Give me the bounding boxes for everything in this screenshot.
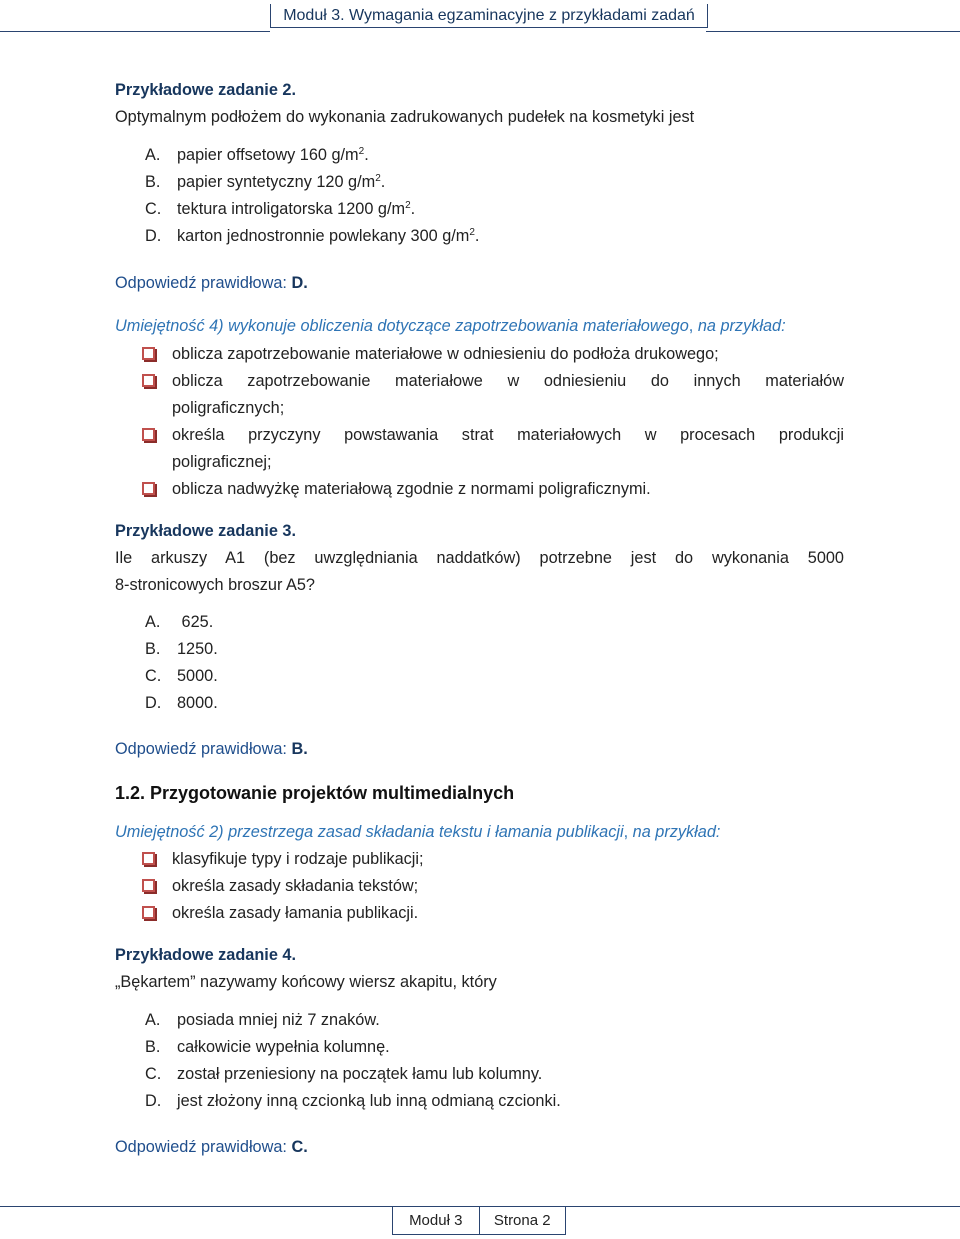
task3-question-line2: 8-stronicowych broszur A5? [115, 576, 315, 594]
bullet-icon [142, 906, 155, 919]
option-text: 8000. [177, 694, 218, 712]
option-letter: A. [145, 146, 161, 164]
task2-question: Optymalnym podłożem do wykonania zadrukowanych pudełek na kosmetyki jest [115, 108, 695, 126]
task3-answer [115, 739, 308, 759]
option-letter: B. [145, 173, 161, 191]
skill-tail: na przykład: [628, 823, 721, 841]
section-title: 1.2. Przygotowanie projektów multimedialnych [115, 783, 515, 803]
option-text: karton jednostronnie powlekany 300 g/m [177, 227, 470, 245]
skill4-item-4: oblicza nadwyżkę materiałową zgodnie z normami poligraficznymi. [172, 480, 651, 498]
answer-label: Odpowiedź prawidłowa: [115, 740, 292, 758]
skill-label: Umiejętność 4) wykonuje obliczenia dotyczące zapotrzebowania materiałowego [115, 317, 689, 335]
option-letter: A. [145, 1011, 161, 1029]
option-text: papier syntetyczny 120 g/m [177, 173, 376, 191]
option-letter: D. [145, 1092, 162, 1110]
footer-rule-left [0, 1206, 392, 1207]
option-letter: D. [145, 694, 162, 712]
header-title: Moduł 3. Wymagania egzaminacyjne z przykładami zadań [283, 6, 695, 24]
task2-option-d [145, 226, 480, 246]
skill4-item-1: oblicza zapotrzebowanie materiałowe w odniesieniu do podłoża drukowego; [172, 345, 719, 363]
bullet-icon [142, 374, 155, 387]
skill-label: Umiejętność 2) przestrzega zasad składania tekstu i łamania publikacji [115, 823, 624, 841]
task3-heading: Przykładowe zadanie 3. [115, 522, 296, 540]
option-letter: B. [145, 640, 161, 658]
task3-option-b [145, 639, 218, 659]
task4-answer [115, 1137, 308, 1157]
option-end: . [380, 173, 386, 191]
option-text: 625. [177, 613, 214, 631]
task4-option-a [145, 1010, 380, 1030]
skill2-item-2: określa zasady składania tekstów; [172, 877, 419, 895]
option-end: . [474, 227, 480, 245]
option-sup: 2 [469, 227, 475, 238]
footer-page-number: Strona 2 [493, 1212, 551, 1229]
task4-option-c [145, 1064, 543, 1084]
bullet-icon [142, 347, 155, 360]
answer-value: B. [291, 740, 308, 758]
option-text: papier offsetowy 160 g/m [177, 146, 359, 164]
footer-module: Moduł 3 [393, 1207, 480, 1234]
option-text: 1250. [177, 640, 218, 658]
skill-comma: , [688, 317, 694, 335]
option-text: jest złożony inną czcionką lub inną odmianą czcionki. [177, 1092, 561, 1110]
option-letter: B. [145, 1038, 161, 1056]
option-text: został przeniesiony na początek łamu lub kolumny. [177, 1065, 543, 1083]
option-letter: C. [145, 1065, 162, 1083]
task4-heading: Przykładowe zadanie 4. [115, 946, 296, 964]
option-sup: 2 [375, 173, 381, 184]
task3-option-a [145, 612, 214, 632]
skill2-item-1: klasyfikuje typy i rodzaje publikacji; [172, 850, 424, 868]
skill-comma: , [623, 823, 629, 841]
option-text: tektura introligatorska 1200 g/m [177, 200, 406, 218]
skill4-item-3: określa przyczyny powstawania strat materiałowych w procesach produkcji [172, 426, 844, 444]
header-rule-right [706, 31, 960, 32]
option-text: 5000. [177, 667, 218, 685]
task2-heading: Przykładowe zadanie 2. [115, 81, 296, 99]
option-letter: D. [145, 227, 162, 245]
task4-option-b [145, 1037, 390, 1057]
page-footer [392, 1206, 566, 1235]
option-letter: C. [145, 200, 162, 218]
skill4-item-3-cont: poligraficznej; [172, 453, 272, 471]
task3-question-line1: Ile arkuszy A1 (bez uwzględniania naddatków) potrzebne jest do wykonania 5000 [115, 549, 844, 567]
skill-tail: na przykład: [693, 317, 786, 335]
option-letter: A. [145, 613, 161, 631]
task3-option-d [145, 693, 218, 713]
skill4-item-2-cont: poligraficznych; [172, 399, 285, 417]
bullet-icon [142, 852, 155, 865]
page-header [270, 4, 708, 28]
footer-rule-right [564, 1206, 960, 1207]
task4-option-d [145, 1091, 561, 1111]
header-rule-left [0, 31, 270, 32]
skill4-heading [115, 316, 786, 336]
answer-value: C. [291, 1138, 308, 1156]
option-sup: 2 [358, 146, 365, 157]
option-text: posiada mniej niż 7 znaków. [177, 1011, 380, 1029]
answer-value: D. [291, 274, 308, 292]
option-sup: 2 [405, 200, 411, 211]
task2-option-b [145, 172, 386, 192]
task2-answer [115, 273, 308, 293]
option-letter: C. [145, 667, 162, 685]
task2-option-c [145, 199, 416, 219]
option-end: . [410, 200, 416, 218]
answer-label: Odpowiedź prawidłowa: [115, 1138, 292, 1156]
answer-label: Odpowiedź prawidłowa: [115, 274, 292, 292]
task4-question: „Bękartem” nazywamy końcowy wiersz akapitu, który [115, 973, 497, 991]
bullet-icon [142, 879, 155, 892]
option-text: całkowicie wypełnia kolumnę. [177, 1038, 390, 1056]
bullet-icon [142, 428, 155, 441]
option-end: . [364, 146, 369, 164]
skill4-item-2: oblicza zapotrzebowanie materiałowe w odniesieniu do innych materiałów [172, 372, 844, 390]
bullet-icon [142, 482, 155, 495]
skill2-heading [115, 822, 720, 842]
task3-option-c [145, 666, 218, 686]
task2-option-a [145, 145, 369, 165]
skill2-item-3: określa zasady łamania publikacji. [172, 904, 419, 922]
